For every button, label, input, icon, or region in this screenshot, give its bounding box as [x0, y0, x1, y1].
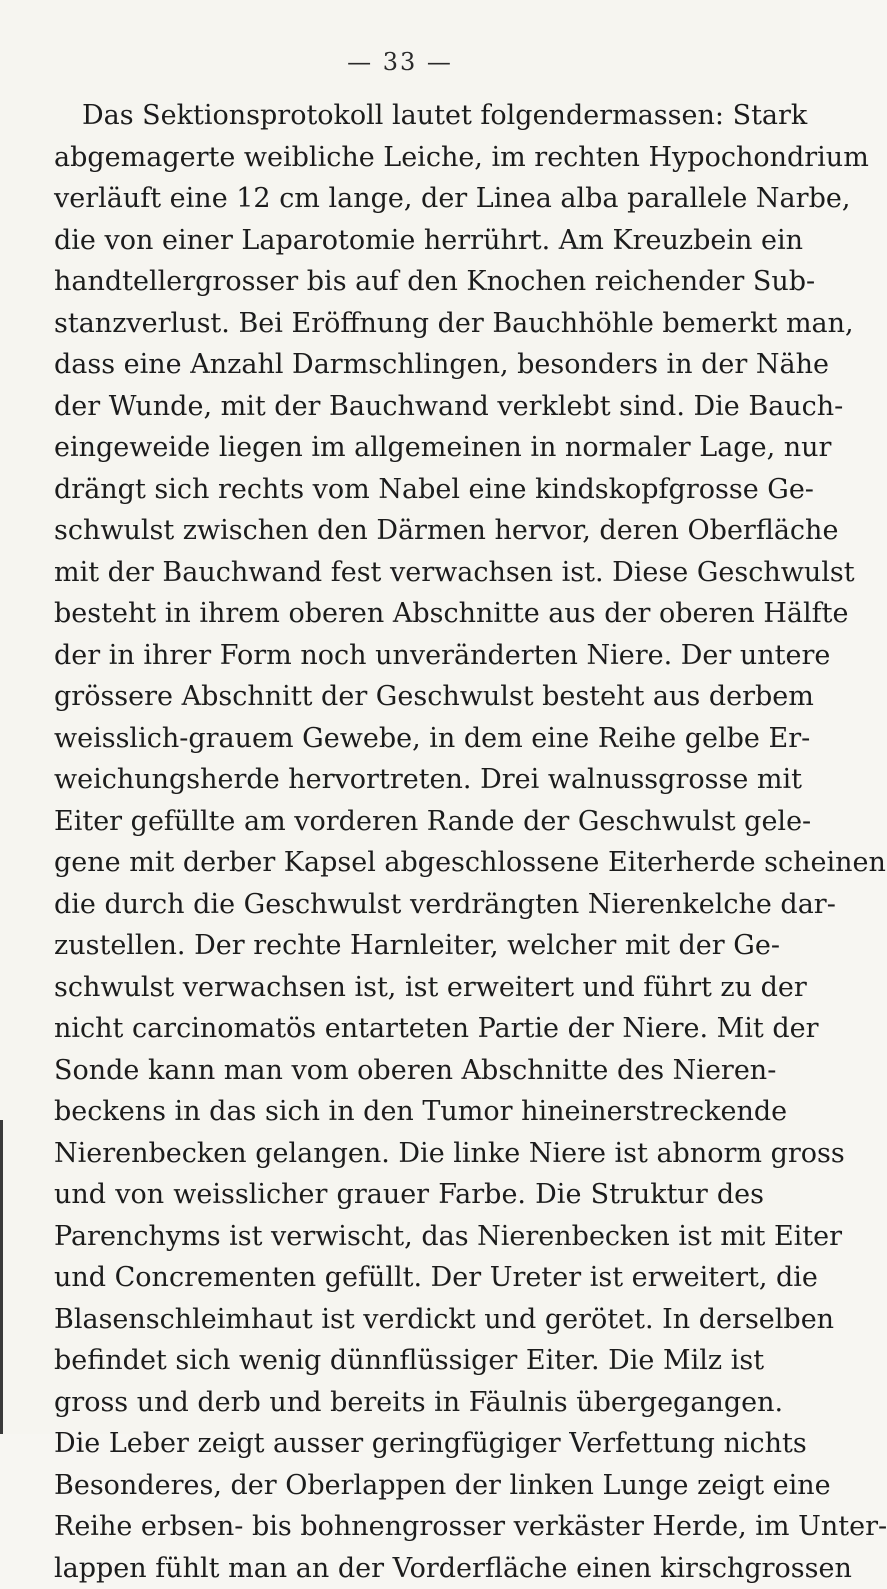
text-line: verläuft eine 12 cm lange, der Linea alba parallele Narbe,	[54, 178, 764, 220]
text-line: Eiter gefüllte am vorderen Rande der Geschwulst gele-	[54, 801, 764, 843]
text-line: Sonde kann man vom oberen Abschnitte des Nieren-	[54, 1050, 764, 1092]
text-line: schwulst zwischen den Därmen hervor, deren Oberfläche	[54, 510, 764, 552]
text-line: gene mit derber Kapsel abgeschlossene Eiterherde scheinen	[54, 842, 764, 884]
text-line: dass eine Anzahl Darmschlingen, besonders in der Nähe	[54, 344, 764, 386]
text-line: Blasenschleimhaut ist verdickt und gerötet. In derselben	[54, 1299, 764, 1341]
text-line: grössere Abschnitt der Geschwulst besteht aus derbem	[54, 676, 764, 718]
text-line: die von einer Laparotomie herrührt. Am Kreuzbein ein	[54, 220, 764, 262]
text-line: Das Sektionsprotokoll lautet folgendermassen: Stark	[54, 95, 764, 137]
text-line: nicht carcinomatös entarteten Partie der Niere. Mit der	[54, 1008, 764, 1050]
text-line: zustellen. Der rechte Harnleiter, welcher mit der Ge-	[54, 925, 764, 967]
text-line: und Concrementen gefüllt. Der Ureter ist erweitert, die	[54, 1257, 764, 1299]
text-line: Besonderes, der Oberlappen der linken Lunge zeigt eine	[54, 1465, 764, 1507]
text-line: schwulst verwachsen ist, ist erweitert und führt zu der	[54, 967, 764, 1009]
text-line: drängt sich rechts vom Nabel eine kindskopfgrosse Ge-	[54, 469, 764, 511]
text-line: eingeweide liegen im allgemeinen in normaler Lage, nur	[54, 427, 764, 469]
text-line: Reihe erbsen- bis bohnengrosser verkäster Herde, im Unter-	[54, 1506, 764, 1548]
text-line: befindet sich wenig dünnflüssiger Eiter. Die Milz ist	[54, 1340, 764, 1382]
text-line: die durch die Geschwulst verdrängten Nierenkelche dar-	[54, 884, 764, 926]
text-line: besteht in ihrem oberen Abschnitte aus der oberen Hälfte	[54, 593, 764, 635]
page-number: — 33 —	[0, 48, 800, 76]
body-paragraph	[54, 95, 764, 1589]
text-line: handtellergrosser bis auf den Knochen reichender Sub-	[54, 261, 764, 303]
text-line: der Wunde, mit der Bauchwand verklebt sind. Die Bauch-	[54, 386, 764, 428]
text-line: beckens in das sich in den Tumor hineinerstreckende	[54, 1091, 764, 1133]
page-edge-shadow	[0, 1120, 3, 1434]
text-line: Parenchyms ist verwischt, das Nierenbecken ist mit Eiter	[54, 1216, 764, 1258]
text-line: stanzverlust. Bei Eröffnung der Bauchhöhle bemerkt man,	[54, 303, 764, 345]
text-line: weichungsherde hervortreten. Drei walnussgrosse mit	[54, 759, 764, 801]
text-line: Die Leber zeigt ausser geringfügiger Verfettung nichts	[54, 1423, 764, 1465]
text-line: mit der Bauchwand fest verwachsen ist. Diese Geschwulst	[54, 552, 764, 594]
text-line: gross und derb und bereits in Fäulnis übergegangen.	[54, 1382, 764, 1424]
text-line: Nierenbecken gelangen. Die linke Niere ist abnorm gross	[54, 1133, 764, 1175]
text-line: abgemagerte weibliche Leiche, im rechten Hypochondrium	[54, 137, 764, 179]
text-line: und von weisslicher grauer Farbe. Die Struktur des	[54, 1174, 764, 1216]
text-line: weisslich-grauem Gewebe, in dem eine Reihe gelbe Er-	[54, 718, 764, 760]
text-line: der in ihrer Form noch unveränderten Niere. Der untere	[54, 635, 764, 677]
text-line: lappen fühlt man an der Vorderfläche einen kirschgrossen	[54, 1548, 764, 1589]
